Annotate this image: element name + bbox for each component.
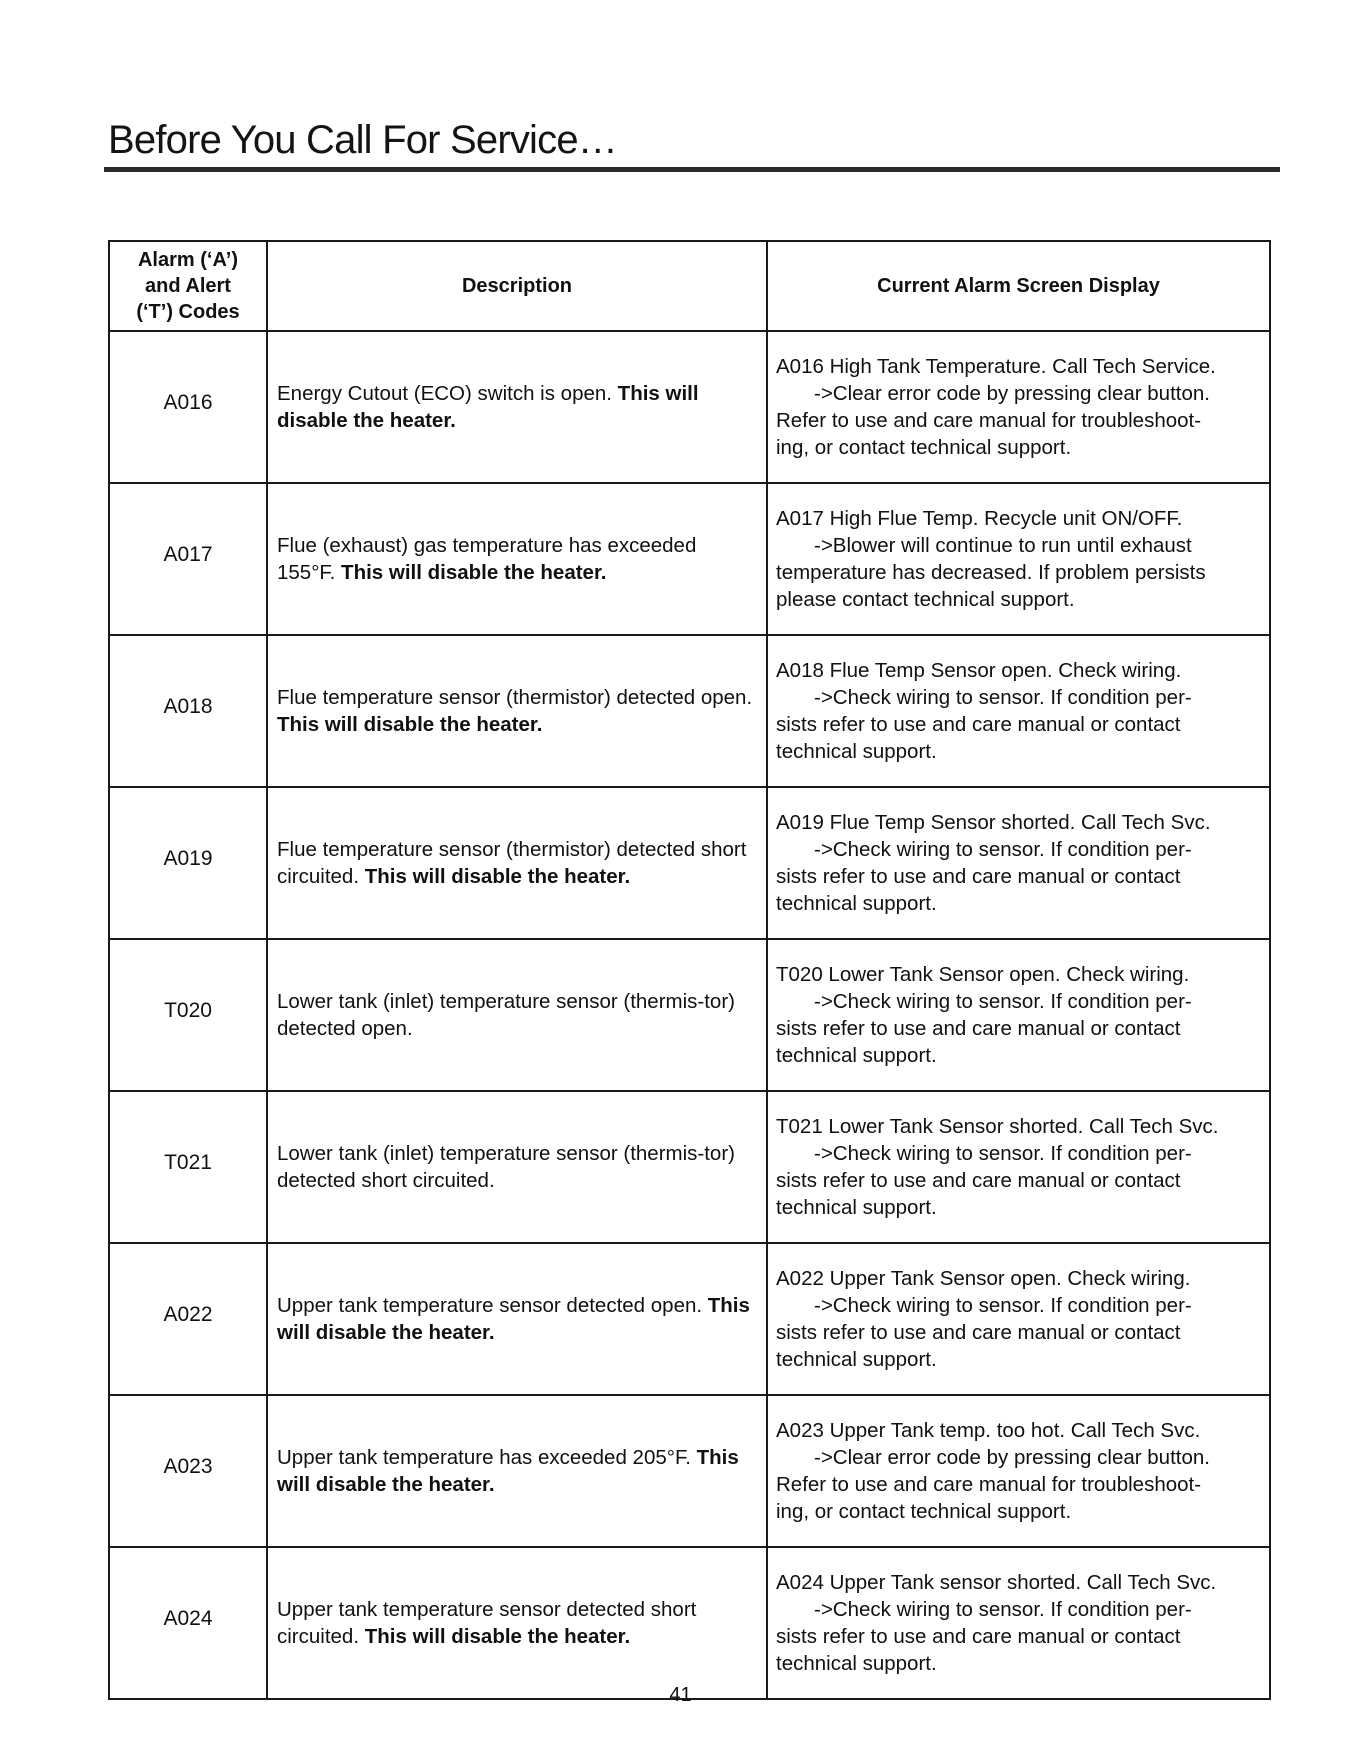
description-text: Lower tank (inlet) temperature sensor (thermis-tor) detected open. (277, 990, 735, 1040)
display-cell (767, 939, 1270, 1091)
display-line: Refer to use and care manual for troubleshoot- (776, 409, 1202, 432)
display-line: Refer to use and care manual for troubleshoot- (776, 1473, 1202, 1496)
description-text: Upper tank temperature sensor detected short circuited. (277, 1598, 697, 1648)
alarm-code: A022 (109, 1243, 267, 1395)
display-line: A023 Upper Tank temp. too hot. Call Tech Svc. (776, 1419, 1201, 1442)
description-warning: This will disable the heater. (341, 561, 607, 584)
display-line: please contact technical support. (776, 588, 1075, 611)
description-cell (267, 1547, 767, 1699)
description-text: Upper tank temperature has exceeded 205°F. (277, 1446, 697, 1469)
display-line: ->Check wiring to sensor. If condition per- (814, 1142, 1192, 1165)
alarm-codes-table (108, 240, 1271, 1700)
description-text: Lower tank (inlet) temperature sensor (thermis-tor) detected short circuited. (277, 1142, 735, 1192)
description-warning: This will disable the heater. (364, 1625, 631, 1648)
display-line: ->Check wiring to sensor. If condition per- (814, 1598, 1192, 1621)
description-cell (267, 331, 767, 483)
alarm-code: A023 (109, 1395, 267, 1547)
display-line: technical support. (776, 1044, 937, 1067)
display-line: ->Check wiring to sensor. If condition per- (814, 838, 1192, 861)
alert-code: T020 (109, 939, 267, 1091)
table-row (109, 1243, 1270, 1395)
display-line: sists refer to use and care manual or contact (776, 1625, 1181, 1648)
table-row (109, 483, 1270, 635)
display-line: sists refer to use and care manual or contact (776, 1321, 1181, 1344)
display-cell (767, 483, 1270, 635)
description-cell (267, 1091, 767, 1243)
description-warning: This will disable the heater. (364, 865, 631, 888)
header-codes (109, 241, 267, 331)
display-line: ->Clear error code by pressing clear button. (814, 382, 1210, 405)
description-cell (267, 1395, 767, 1547)
title-divider (104, 167, 1280, 172)
table-row (109, 635, 1270, 787)
header-description: Description (267, 241, 767, 331)
display-line: ->Check wiring to sensor. If condition per- (814, 686, 1192, 709)
alert-code: T021 (109, 1091, 267, 1243)
page-title: Before You Call For Service… (108, 118, 617, 162)
display-cell (767, 331, 1270, 483)
display-line: A022 Upper Tank Sensor open. Check wiring. (776, 1267, 1191, 1290)
description-warning: This will disable the heater. (277, 713, 543, 736)
table-row (109, 939, 1270, 1091)
display-line: A019 Flue Temp Sensor shorted. Call Tech Svc. (776, 811, 1211, 834)
display-line: ->Clear error code by pressing clear button. (814, 1446, 1210, 1469)
header-display: Current Alarm Screen Display (767, 241, 1270, 331)
display-line: sists refer to use and care manual or contact (776, 1017, 1181, 1040)
display-line: A024 Upper Tank sensor shorted. Call Tech Svc. (776, 1571, 1217, 1594)
display-line: ->Check wiring to sensor. If condition per- (814, 1294, 1192, 1317)
description-text: Flue temperature sensor (thermistor) detected open. (277, 686, 753, 709)
table-row (109, 787, 1270, 939)
alarm-code: A017 (109, 483, 267, 635)
description-warning: This will disable the heater. (277, 382, 699, 432)
description-cell (267, 635, 767, 787)
display-line: A017 High Flue Temp. Recycle unit ON/OFF. (776, 507, 1183, 530)
description-cell (267, 939, 767, 1091)
description-text: Energy Cutout (ECO) switch is open. (277, 382, 618, 405)
display-cell (767, 1091, 1270, 1243)
header-codes-line: and Alert (145, 275, 231, 297)
display-line: technical support. (776, 892, 937, 915)
display-line: ing, or contact technical support. (776, 436, 1072, 459)
page-number: 41 (669, 1684, 692, 1706)
alarm-code: A024 (109, 1547, 267, 1699)
display-cell (767, 1395, 1270, 1547)
alarm-code: A016 (109, 331, 267, 483)
table-header-row (109, 241, 1270, 331)
display-line: ->Blower will continue to run until exhaust (814, 534, 1192, 557)
alarm-code: A019 (109, 787, 267, 939)
display-line: temperature has decreased. If problem persists (776, 561, 1206, 584)
description-warning: This will disable the heater. (277, 1294, 750, 1344)
display-line: sists refer to use and care manual or contact (776, 865, 1181, 888)
display-line: A018 Flue Temp Sensor open. Check wiring. (776, 659, 1182, 682)
header-codes-line: Alarm (‘A’) (137, 249, 239, 271)
description-cell (267, 1243, 767, 1395)
display-line: ing, or contact technical support. (776, 1500, 1072, 1523)
display-line: technical support. (776, 1652, 937, 1675)
display-line: A016 High Tank Temperature. Call Tech Service. (776, 355, 1216, 378)
description-text: Flue temperature sensor (thermistor) detected short circuited. (277, 838, 747, 888)
description-cell (267, 787, 767, 939)
description-text: Flue (exhaust) gas temperature has exceeded 155°F. (277, 534, 697, 584)
display-line: sists refer to use and care manual or contact (776, 713, 1181, 736)
header-codes-line: (‘T’) Codes (136, 301, 240, 323)
table-row (109, 1091, 1270, 1243)
display-line: sists refer to use and care manual or contact (776, 1169, 1181, 1192)
display-cell (767, 635, 1270, 787)
display-cell (767, 1243, 1270, 1395)
table-row (109, 1547, 1270, 1699)
display-cell (767, 1547, 1270, 1699)
display-line: T020 Lower Tank Sensor open. Check wiring. (776, 963, 1190, 986)
description-text: Upper tank temperature sensor detected open. (277, 1294, 708, 1317)
display-cell (767, 787, 1270, 939)
table-row (109, 331, 1270, 483)
display-line: technical support. (776, 740, 937, 763)
description-warning: This will disable the heater. (277, 1446, 739, 1496)
description-cell (267, 483, 767, 635)
alarm-code: A018 (109, 635, 267, 787)
display-line: T021 Lower Tank Sensor shorted. Call Tech Svc. (776, 1115, 1219, 1138)
display-line: ->Check wiring to sensor. If condition per- (814, 990, 1192, 1013)
display-line: technical support. (776, 1196, 937, 1219)
display-line: technical support. (776, 1348, 937, 1371)
table-row (109, 1395, 1270, 1547)
